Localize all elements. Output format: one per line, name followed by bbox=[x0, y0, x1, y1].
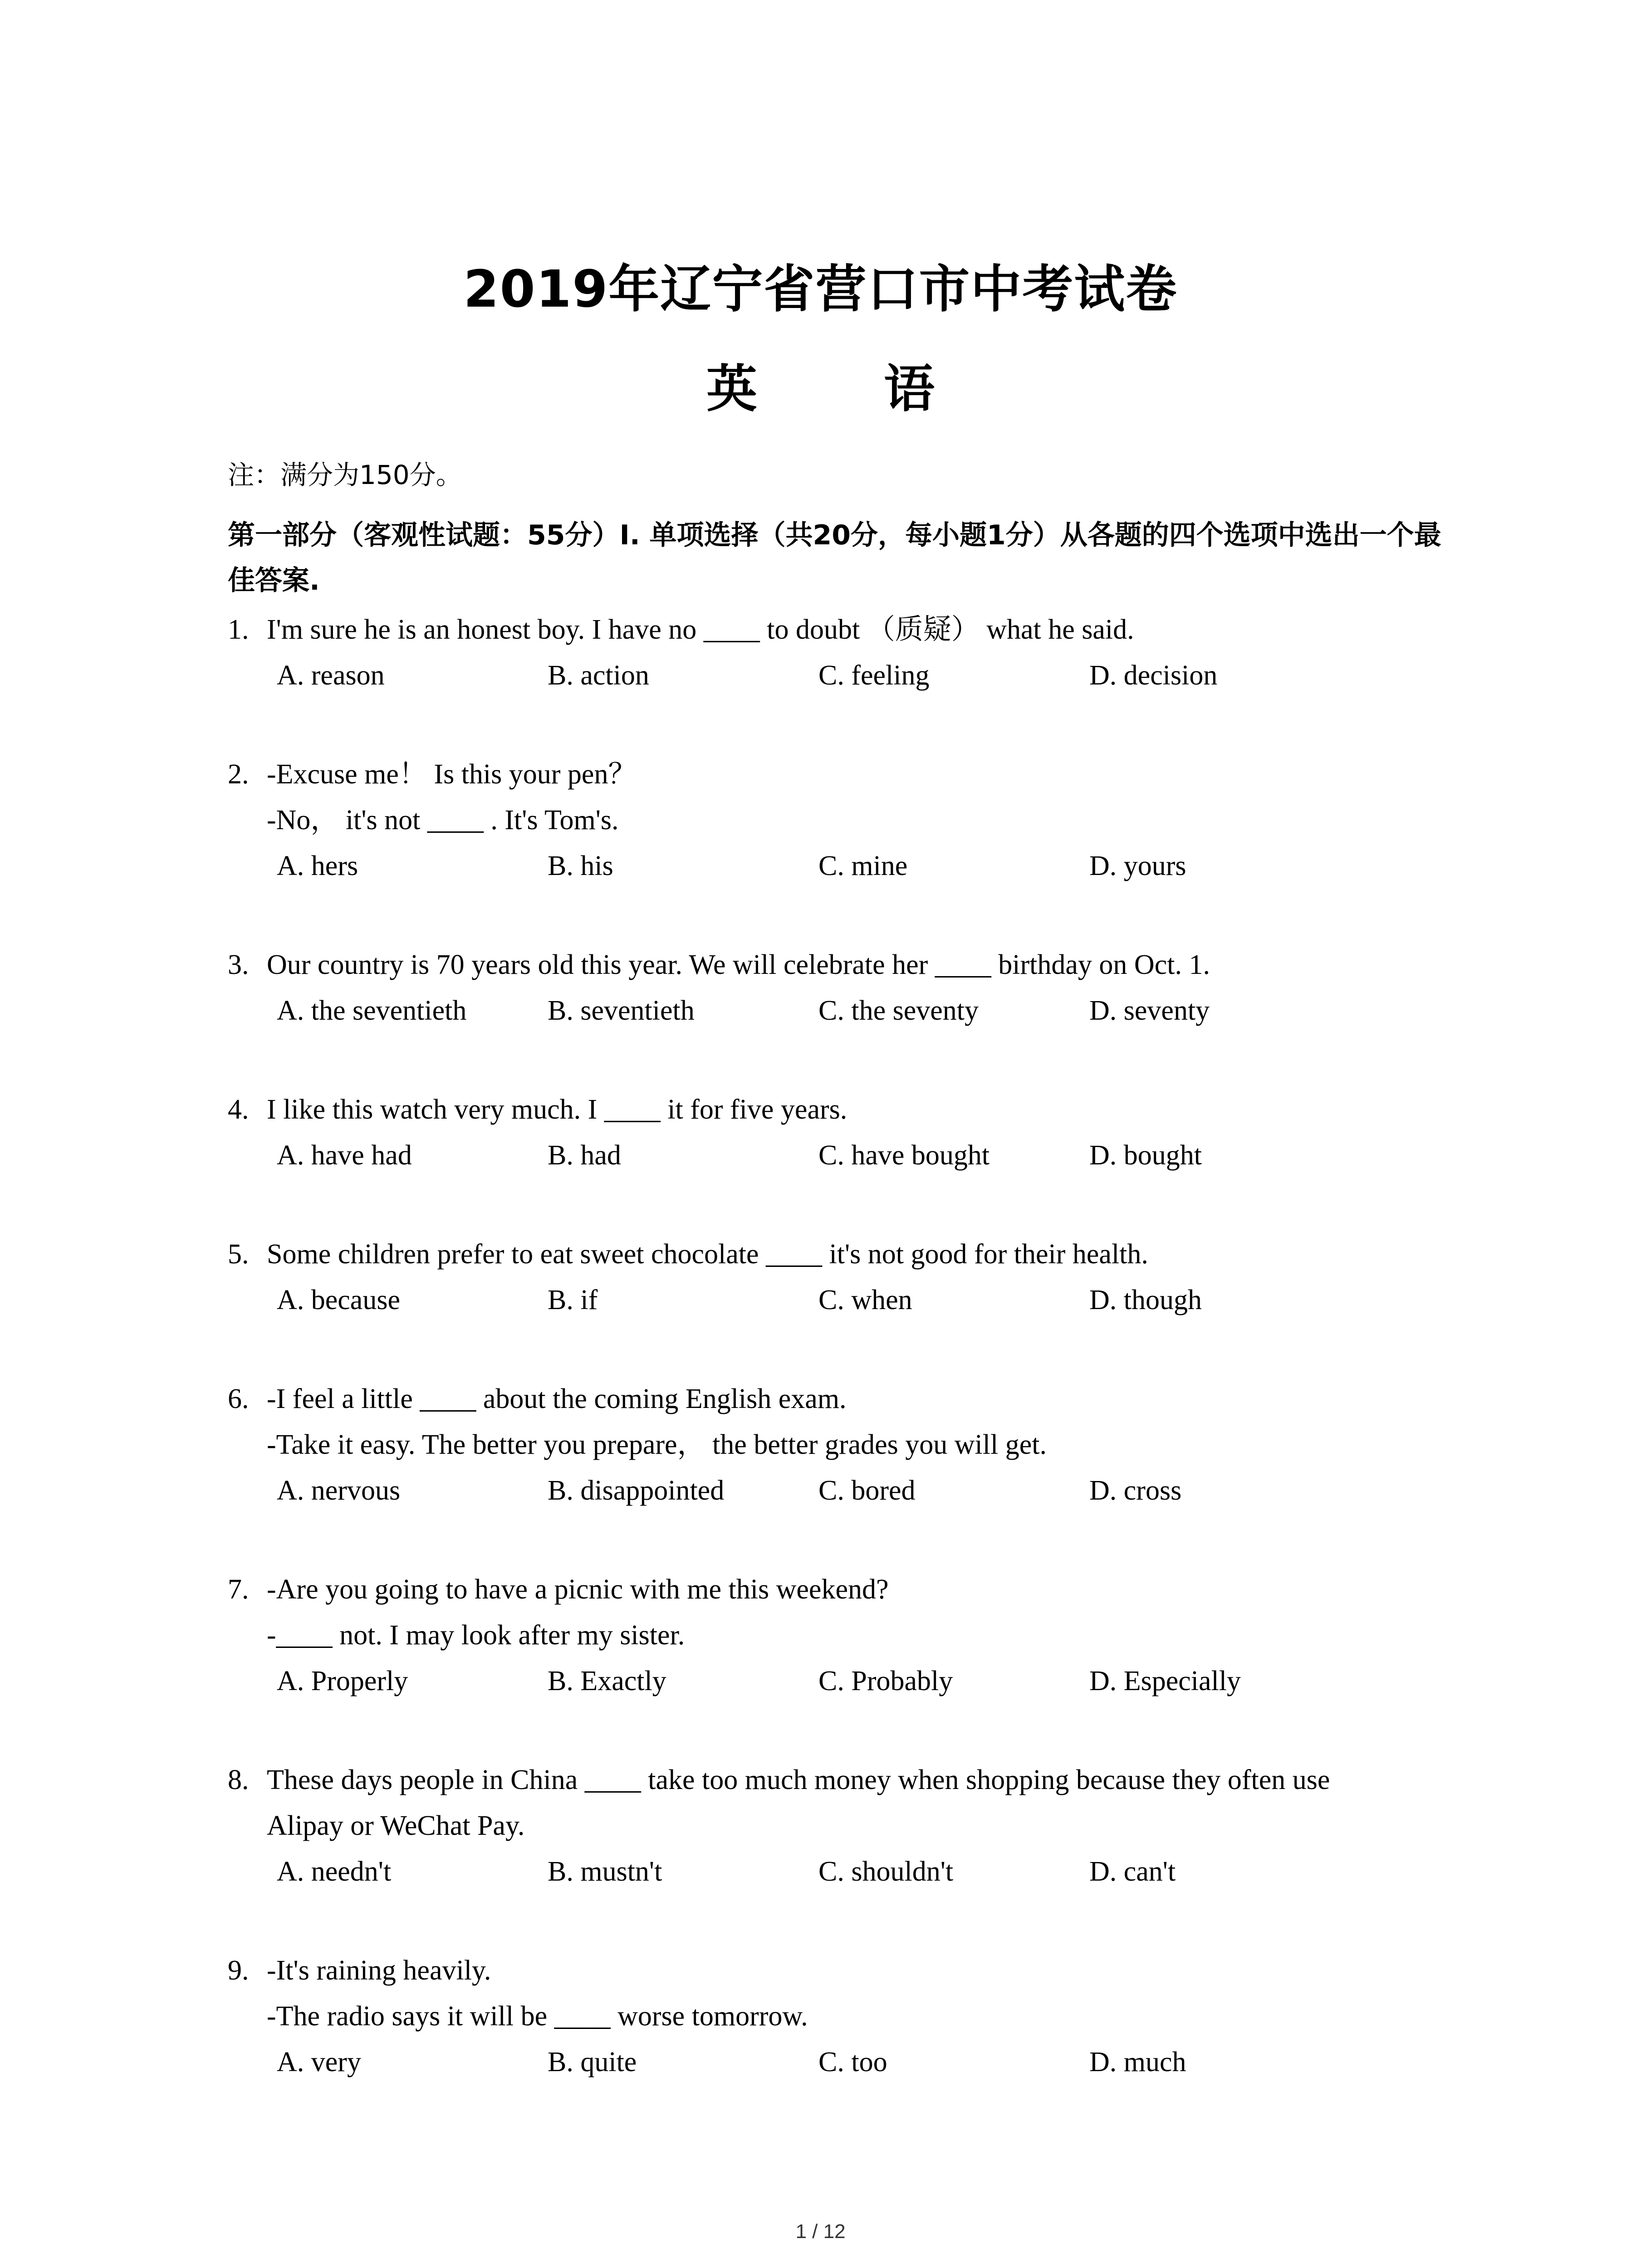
answer-options bbox=[228, 1133, 1453, 1178]
question-line bbox=[228, 1613, 1453, 1658]
answer-option: D. can't bbox=[1089, 1856, 1176, 1887]
answer-option: B. mustn't bbox=[548, 1856, 662, 1887]
answer-option: C. too bbox=[818, 2047, 887, 2077]
answer-option: D. yours bbox=[1089, 850, 1186, 881]
question-text: Alipay or WeChat Pay. bbox=[267, 1810, 525, 1841]
answer-options bbox=[228, 1277, 1453, 1323]
answer-option: B. quite bbox=[548, 2047, 637, 2077]
answer-option: A. because bbox=[277, 1285, 400, 1315]
question-text: -Are you going to have a picnic with me this weekend? bbox=[267, 1574, 889, 1605]
answer-option: B. his bbox=[548, 850, 613, 881]
answer-option: D. decision bbox=[1089, 660, 1218, 691]
question-text: -The radio says it will be ____ worse tomorrow. bbox=[267, 2001, 808, 2032]
subject-title: 英 语 bbox=[706, 360, 989, 419]
question-9 bbox=[228, 1948, 1453, 2085]
answer-option: A. Properly bbox=[277, 1666, 408, 1696]
question-8 bbox=[228, 1757, 1453, 1948]
question-number: 3. bbox=[228, 949, 249, 980]
answer-options bbox=[228, 843, 1453, 889]
question-text: I like this watch very much. I ____ it for five years. bbox=[267, 1094, 847, 1125]
answer-option: B. disappointed bbox=[548, 1475, 725, 1506]
answer-option: B. Exactly bbox=[548, 1666, 666, 1696]
answer-option: D. much bbox=[1089, 2047, 1186, 2077]
answer-option: C. feeling bbox=[818, 660, 930, 691]
question-line bbox=[228, 1087, 1453, 1133]
question-line bbox=[228, 942, 1453, 988]
score-note: 注：满分为150分。 bbox=[228, 459, 462, 490]
answer-options bbox=[228, 1849, 1453, 1895]
answer-option: D. bought bbox=[1089, 1140, 1202, 1171]
question-line bbox=[228, 1757, 1453, 1803]
answer-options bbox=[228, 1658, 1453, 1704]
question-line bbox=[228, 1232, 1453, 1277]
question-number: 1. bbox=[228, 614, 249, 645]
answer-option: C. the seventy bbox=[818, 995, 979, 1026]
answer-option: D. Especially bbox=[1089, 1666, 1241, 1696]
answer-options bbox=[228, 653, 1453, 699]
answer-option: C. mine bbox=[818, 850, 908, 881]
answer-option: D. cross bbox=[1089, 1475, 1182, 1506]
answer-options bbox=[228, 2039, 1453, 2085]
question-text: -No， it's not ____ . It's Tom's. bbox=[267, 805, 619, 836]
question-number: 2. bbox=[228, 759, 249, 790]
answer-option: D. seventy bbox=[1089, 995, 1210, 1026]
question-number: 8. bbox=[228, 1765, 249, 1795]
answer-option: B. had bbox=[548, 1140, 621, 1171]
question-3 bbox=[228, 942, 1453, 1087]
answer-option: C. when bbox=[818, 1285, 912, 1315]
question-line bbox=[228, 1803, 1453, 1849]
question-list bbox=[228, 607, 1453, 2085]
question-7 bbox=[228, 1567, 1453, 1757]
answer-option: D. though bbox=[1089, 1285, 1202, 1315]
answer-option: B. if bbox=[548, 1285, 598, 1315]
answer-option: A. needn't bbox=[277, 1856, 392, 1887]
question-line bbox=[228, 1567, 1453, 1613]
answer-option: B. seventieth bbox=[548, 995, 695, 1026]
answer-option: A. nervous bbox=[277, 1475, 401, 1506]
question-text: I'm sure he is an honest boy. I have no ____ to doubt （质疑） what he said. bbox=[267, 614, 1134, 645]
question-line bbox=[228, 1994, 1453, 2039]
answer-option: A. reason bbox=[277, 660, 385, 691]
question-2 bbox=[228, 752, 1453, 942]
answer-option: C. Probably bbox=[818, 1666, 953, 1696]
question-number: 5. bbox=[228, 1239, 249, 1270]
question-text: -Excuse me！ Is this your pen？ bbox=[267, 759, 637, 790]
question-text: -Take it easy. The better you prepare， the better grades you will get. bbox=[267, 1429, 1047, 1460]
answer-options bbox=[228, 1468, 1453, 1514]
answer-option: A. the seventieth bbox=[277, 995, 467, 1026]
question-line bbox=[228, 1376, 1453, 1422]
answer-option: A. hers bbox=[277, 850, 358, 881]
question-text: These days people in China ____ take too much money when shopping because they often use bbox=[267, 1765, 1330, 1795]
answer-option: C. have bought bbox=[818, 1140, 990, 1171]
question-number: 9. bbox=[228, 1955, 249, 1986]
answer-option: C. shouldn't bbox=[818, 1856, 954, 1887]
question-4 bbox=[228, 1087, 1453, 1232]
question-line bbox=[228, 797, 1453, 843]
question-1 bbox=[228, 607, 1453, 752]
question-number: 4. bbox=[228, 1094, 249, 1125]
question-text: -I feel a little ____ about the coming English exam. bbox=[267, 1383, 847, 1414]
section-heading: 第一部分（客观性试题：55分）Ⅰ. 单项选择（共20分，每小题1分）从各题的四个选项中选出一个最佳答案. bbox=[228, 519, 1441, 596]
question-line bbox=[228, 607, 1453, 653]
answer-option: A. have had bbox=[277, 1140, 412, 1171]
question-text: -____ not. I may look after my sister. bbox=[267, 1620, 685, 1651]
question-text: Some children prefer to eat sweet chocolate ____ it's not good for their health. bbox=[267, 1239, 1148, 1270]
question-line bbox=[228, 1422, 1453, 1468]
question-6 bbox=[228, 1376, 1453, 1567]
answer-option: C. bored bbox=[818, 1475, 916, 1506]
question-5 bbox=[228, 1232, 1453, 1376]
answer-option: B. action bbox=[548, 660, 649, 691]
question-number: 7. bbox=[228, 1574, 249, 1605]
question-line bbox=[228, 752, 1453, 797]
question-number: 6. bbox=[228, 1383, 249, 1414]
question-text: -It's raining heavily. bbox=[267, 1955, 491, 1986]
page-indicator: 1 / 12 bbox=[795, 2220, 846, 2243]
question-text: Our country is 70 years old this year. We will celebrate her ____ birthday on Oct. 1. bbox=[267, 949, 1210, 980]
page-title: 2019年辽宁省营口市中考试卷 bbox=[463, 260, 1178, 319]
question-line bbox=[228, 1948, 1453, 1994]
answer-options bbox=[228, 988, 1453, 1034]
answer-option: A. very bbox=[277, 2047, 361, 2077]
